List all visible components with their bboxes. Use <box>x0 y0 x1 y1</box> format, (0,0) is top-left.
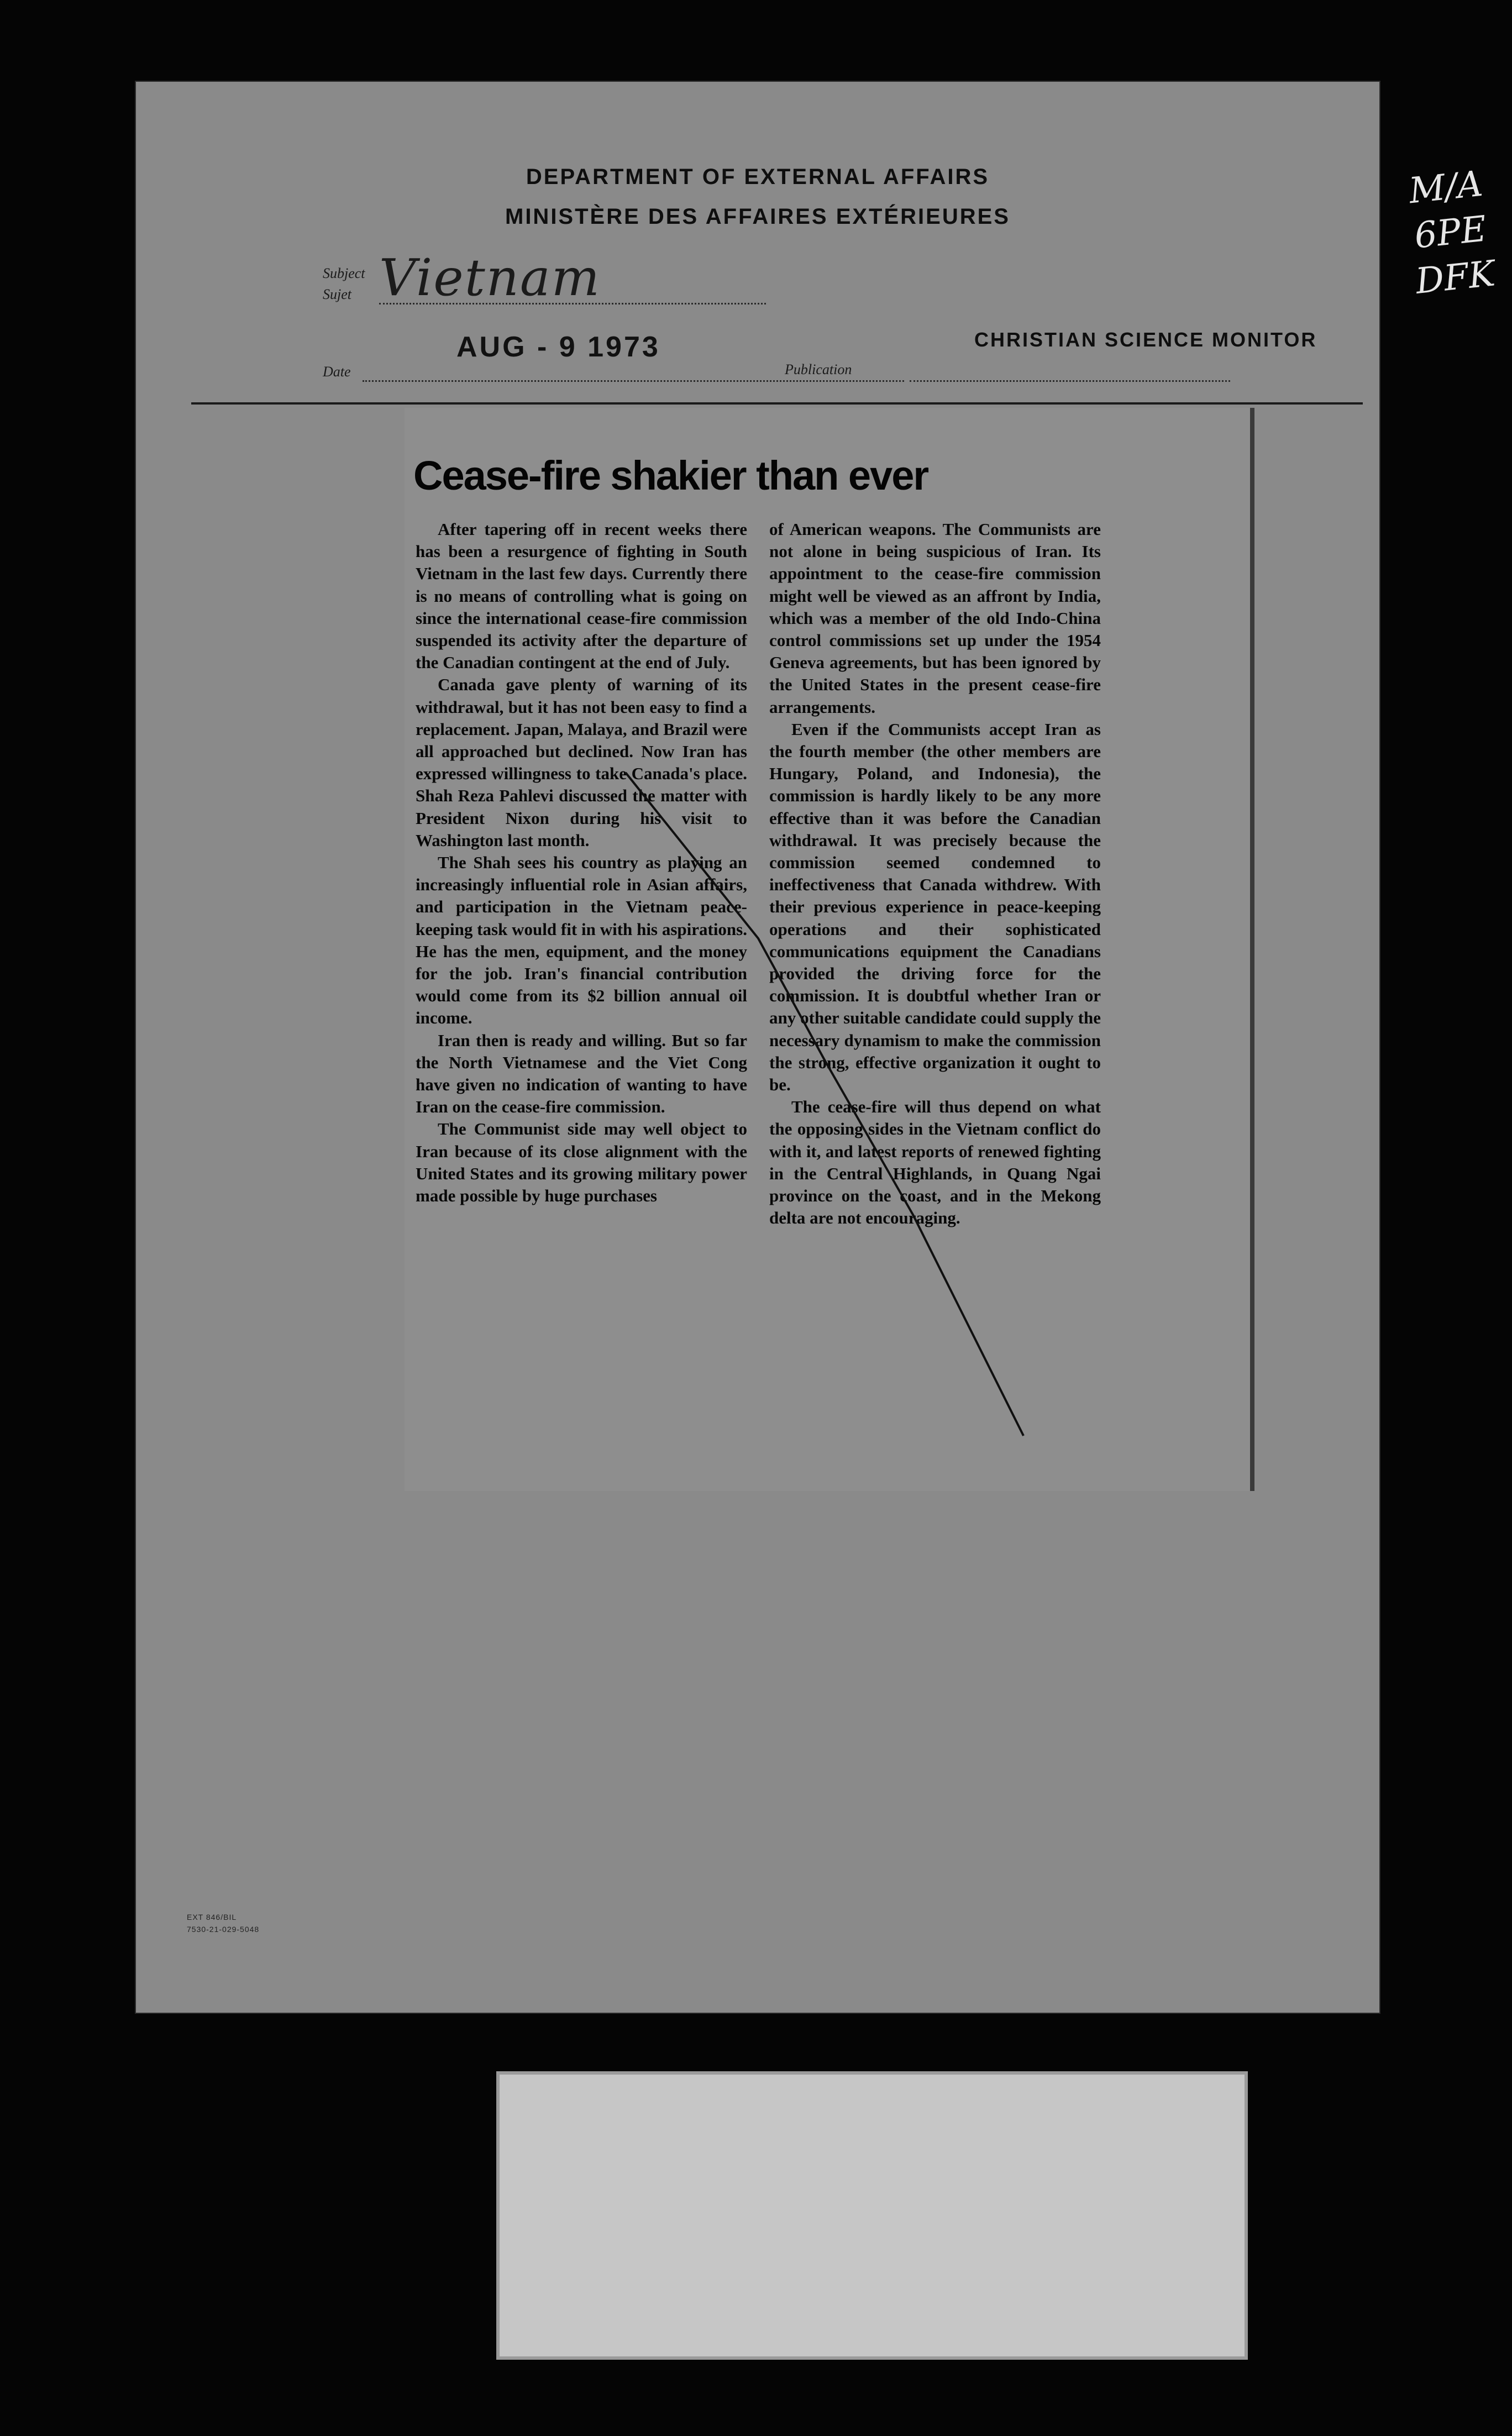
article-paragraph: The Shah sees his country as playing an increasingly influential role in Asian affairs, and participation in the Vietnam peace-keeping task would fit in with his aspirations. He has the men, equipment, and the money for the job. Iran's financial contribution would come from its $2 billion annual oil income. <box>416 853 747 1028</box>
date-label: Date <box>323 364 351 380</box>
header-rule <box>191 402 1363 405</box>
date-dotted-line <box>363 380 904 382</box>
subject-label: Subject <box>323 265 365 281</box>
microfilm-target-slip <box>496 2071 1248 2360</box>
article-paragraph: After tapering off in recent weeks there has been a resurgence of fighting in South Vietnam in the last few days. Currently there is no means of controlling what is going on since the international cease-fire commission suspended its activity after the departure of the Canadian contingent at the end of July. <box>416 519 747 673</box>
sujet-label: Sujet <box>323 286 351 302</box>
publication-label: Publication <box>785 361 852 377</box>
newspaper-clipping <box>405 408 1254 1491</box>
article-paragraph: Canada gave plenty of warning of its withdrawal, but it has not been easy to find a replacement. Japan, Malaya, and Brazil were all approached but declined. Now Iran has expressed willingness to take Canada's place. Shah Reza Pahlevi discussed the matter with President Nixon during his visit to Washington last month. <box>416 675 747 850</box>
form-number-line: 7530-21-029-5048 <box>187 1925 260 1934</box>
department-name-french: MINISTÈRE DES AFFAIRES EXTÉRIEURES <box>505 204 1010 229</box>
handwritten-note: 6PE <box>1412 208 1489 257</box>
date-stamp: AUG - 9 1973 <box>456 331 660 363</box>
handwritten-initials <box>1383 159 1512 320</box>
subject-value: Vietnam <box>379 248 601 307</box>
article-headline: Cease-fire shakier than ever <box>413 453 928 498</box>
form-number <box>187 1911 330 1935</box>
article-column-2 <box>769 518 1101 1230</box>
handwritten-note: M/A <box>1407 163 1485 212</box>
publication-name: CHRISTIAN SCIENCE MONITOR <box>974 328 1317 351</box>
article-column-1 <box>416 518 747 1207</box>
document-sheet <box>135 81 1497 2014</box>
article-paragraph: of American weapons. The Communists are not alone in being suspicious of Iran. Its appointment to the cease-fire commission might well be viewed as an affront by India, which was a member of the old Indo-China control commissions set up under the 1954 Geneva agreements, but has been ignored by the United States in the present cease-fire arrangements. <box>769 519 1101 717</box>
form-number-line: EXT 846/BIL <box>187 1913 237 1922</box>
article-paragraph: Iran then is ready and willing. But so far the North Vietnamese and the Viet Cong have given no indication of wanting to have Iran on the cease-fire commission. <box>416 1030 747 1117</box>
department-name-english: DEPARTMENT OF EXTERNAL AFFAIRS <box>526 165 990 189</box>
subject-dotted-line <box>379 303 766 305</box>
publication-dotted-line <box>910 380 1230 382</box>
handwritten-note: DFK <box>1414 253 1497 302</box>
article-paragraph: Even if the Communists accept Iran as the fourth member (the other members are Hungary, Poland, and Indonesia), the commission is hardly likely to be any more effective than it was before the Canadian withdrawal. It was precisely because the commission seemed condemned to ineffectiveness that Canada withdrew. With their previous experience in peace-keeping operations and their sophisticated communications equipment the Canadians provided the driving force for the commission. It is doubtful whether Iran or any other suitable candidate could supply the necessary dynamism to make the commission the strong, effective organization it ought to be. <box>769 719 1101 1095</box>
article-paragraph: The Communist side may well object to Iran because of its close alignment with the United States and its growing military power made possible by huge purchases <box>416 1119 747 1206</box>
article-paragraph: The cease-fire will thus depend on what the opposing sides in the Vietnam conflict do with it, and latest reports of renewed fighting in the Central Highlands, in Quang Ngai province on the coast, and in the Mekong delta are not encouraging. <box>769 1097 1101 1228</box>
